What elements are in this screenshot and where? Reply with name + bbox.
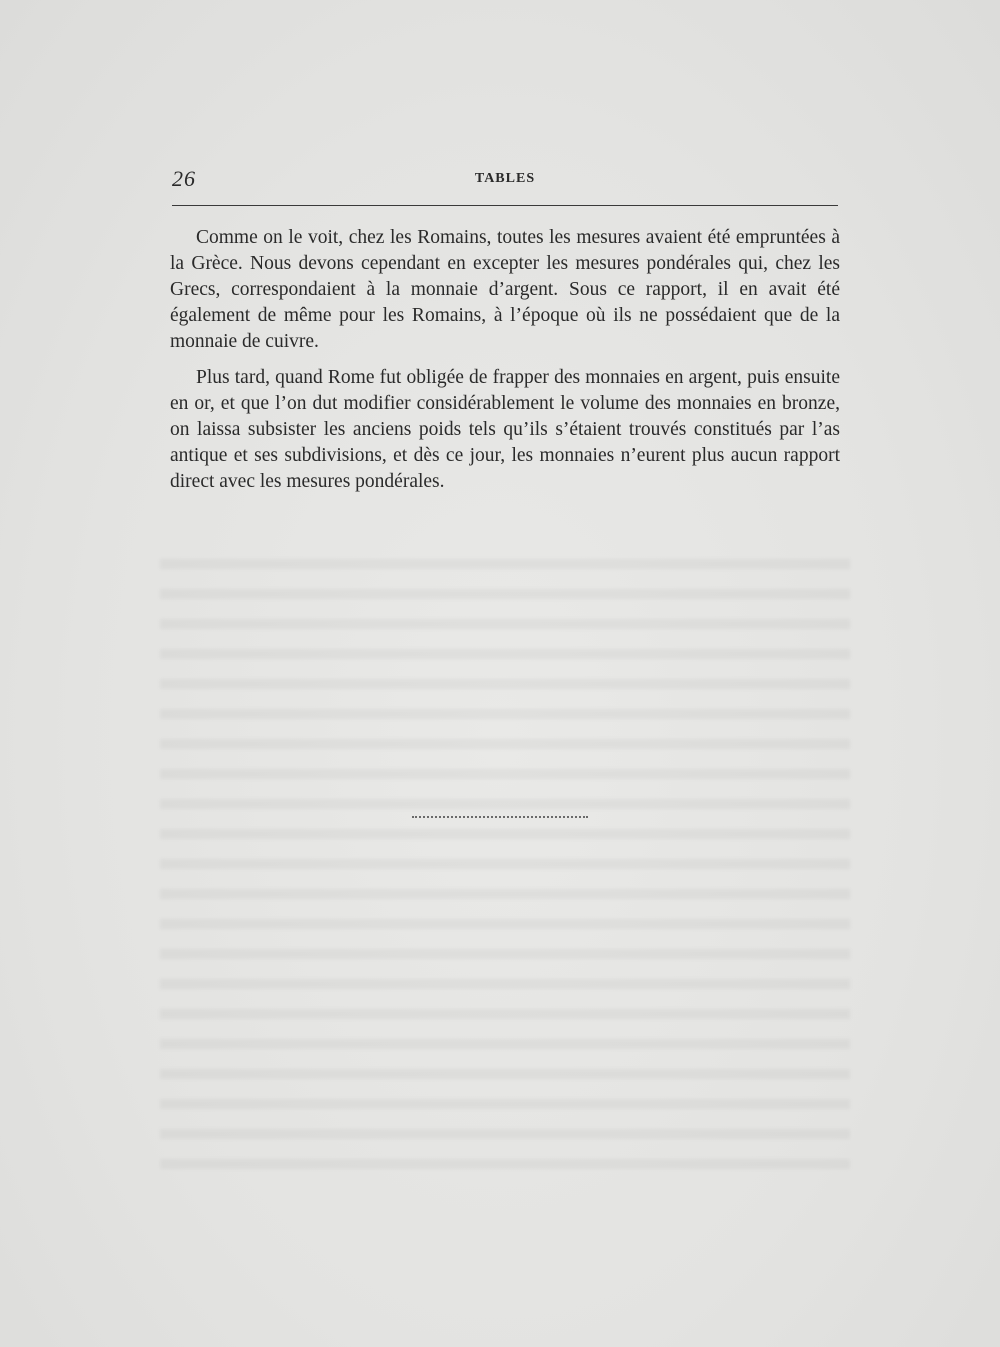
page-number: 26 — [172, 166, 196, 191]
show-through-text — [160, 545, 850, 1185]
body-text — [170, 225, 840, 505]
paragraph: Plus tard, quand Rome fut obligée de frapper des monnaies en argent, puis ensuite en or, et que l’on dut modifier considérablement le volume des monnaies en bronze, on laissa subsister les anciens poids tels qu’ils s’étaient trouvés constitués par l’as antique et ses subdivisions, et dès ce jour, les monnaies n’eurent plus aucun rapport direct avec les mesures pondérales. — [170, 367, 840, 492]
header-rule — [172, 205, 838, 206]
paragraph: Comme on le voit, chez les Romains, toutes les mesures avaient été empruntées à la Grèce. Nous devons cependant en excepter les mesures pondérales qui, chez les Grecs, correspondaient à la monnaie d’argent. Sous ce rapport, il en avait été également de même pour les Romains, à l’époque où ils ne possédaient que de la monnaie de cuivre. — [170, 227, 840, 352]
section-end-rule — [412, 816, 588, 818]
running-head — [172, 166, 838, 196]
running-title: TABLES — [474, 171, 536, 186]
